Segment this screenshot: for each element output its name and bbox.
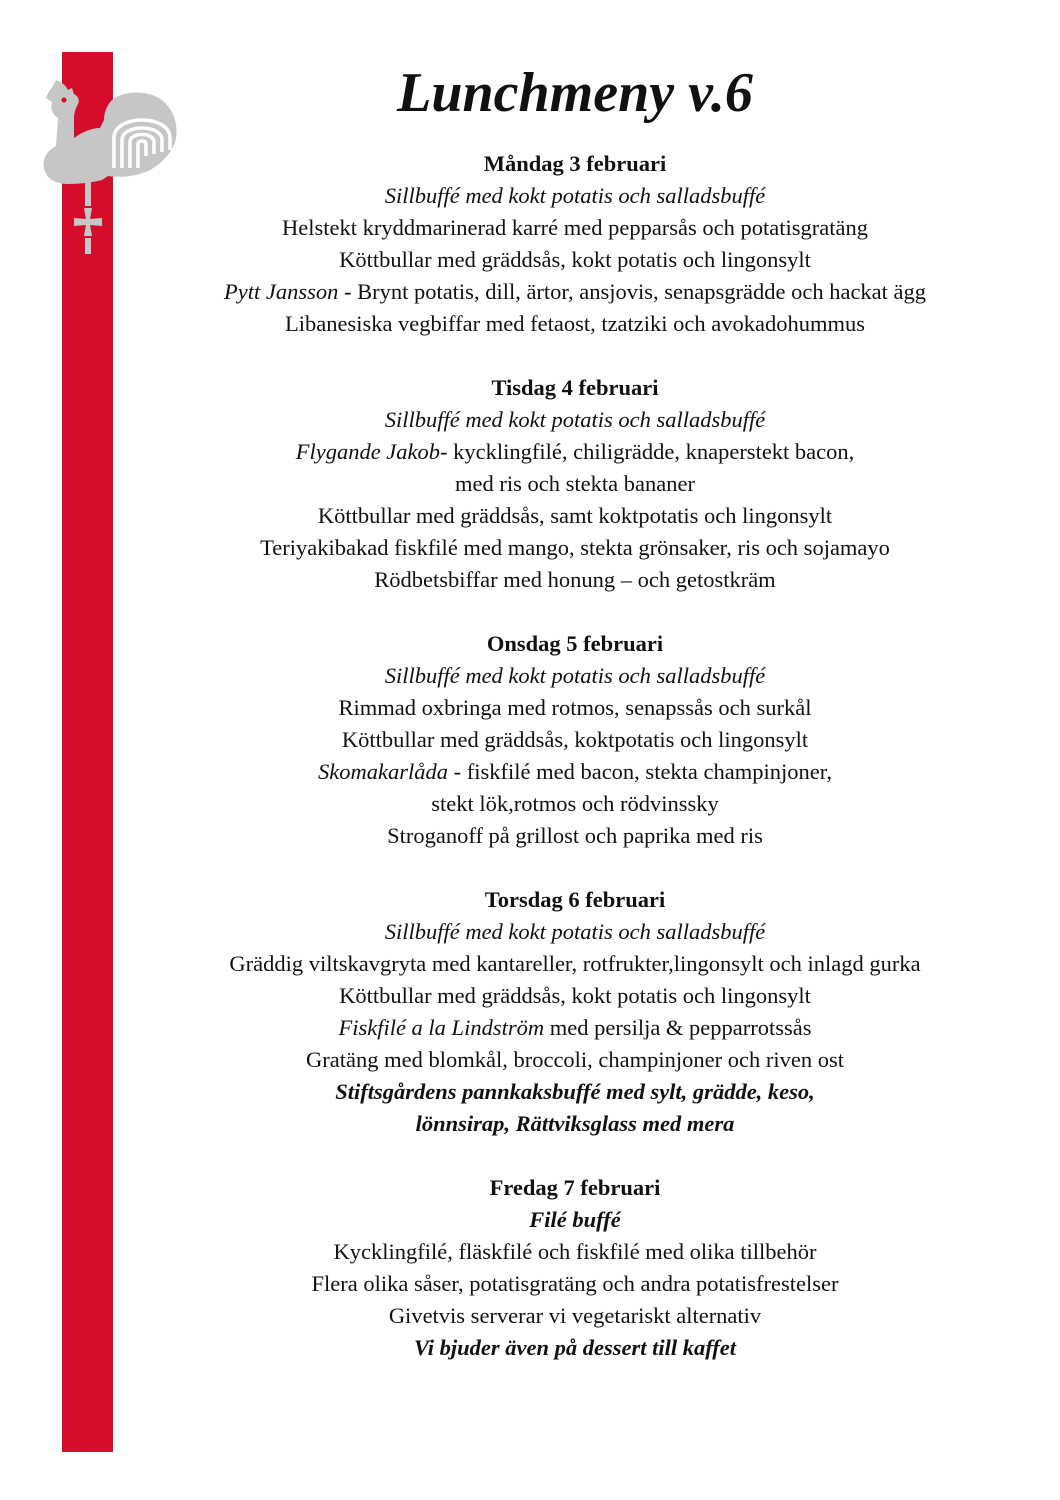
menu-item: Sillbuffé med kokt potatis och salladsbuffé bbox=[384, 183, 766, 208]
day-heading: Torsdag 6 februari bbox=[484, 887, 666, 912]
menu-item-highlight: Filé buffé bbox=[529, 1207, 621, 1232]
rooster-eye-icon bbox=[62, 98, 67, 103]
menu-item: Gräddig viltskavgryta med kantareller, rotfrukter,lingonsylt och inlagd gurka bbox=[229, 951, 921, 976]
menu-item bbox=[150, 436, 1000, 468]
page-title: Lunchmeny v.6 bbox=[397, 62, 753, 124]
menu-item bbox=[150, 1012, 1000, 1044]
menu-item: Köttbullar med gräddsås, kokt potatis och lingonsylt bbox=[339, 247, 811, 272]
menu-item bbox=[150, 756, 1000, 788]
dish-name: Pytt Jansson bbox=[223, 279, 339, 304]
menu-item: Sillbuffé med kokt potatis och salladsbuffé bbox=[384, 919, 766, 944]
dish-description: med persilja & pepparrotssås bbox=[544, 1015, 812, 1040]
day-tuesday bbox=[150, 372, 1000, 596]
menu-item: Sillbuffé med kokt potatis och salladsbuffé bbox=[384, 663, 766, 688]
menu-item: Gratäng med blomkål, broccoli, champinjoner och riven ost bbox=[306, 1047, 844, 1072]
day-thursday bbox=[150, 884, 1000, 1140]
menu-item: Köttbullar med gräddsås, koktpotatis och lingonsylt bbox=[341, 727, 809, 752]
menu-item: Rödbetsbiffar med honung – och getostkräm bbox=[374, 567, 776, 592]
menu-item: Givetvis serverar vi vegetariskt alternativ bbox=[388, 1303, 762, 1328]
dish-description: - Brynt potatis, dill, ärtor, ansjovis, senapsgrädde och hackat ägg bbox=[338, 279, 927, 304]
dish-name: Fiskfilé a la Lindström bbox=[338, 1015, 545, 1040]
menu-item: stekt lök,rotmos och rödvinssky bbox=[431, 791, 719, 816]
dish-description: - kycklingfilé, chiligrädde, knaperstekt bacon, bbox=[440, 439, 855, 464]
day-heading: Onsdag 5 februari bbox=[486, 631, 664, 656]
menu-item-highlight: Stiftsgårdens pannkaksbuffé med sylt, grädde, keso, bbox=[335, 1079, 815, 1104]
day-monday bbox=[150, 148, 1000, 340]
menu-item: Teriyakibakad fiskfilé med mango, stekta grönsaker, ris och sojamayo bbox=[260, 535, 890, 560]
menu-item-highlight: Vi bjuder även på dessert till kaffet bbox=[413, 1335, 737, 1360]
dish-description: - fiskfilé med bacon, stekta champinjoner, bbox=[448, 759, 832, 784]
menu-item bbox=[150, 276, 1000, 308]
day-heading: Fredag 7 februari bbox=[489, 1175, 661, 1200]
menu-item: Stroganoff på grillost och paprika med ris bbox=[387, 823, 763, 848]
dish-name: Flygande Jakob bbox=[295, 439, 441, 464]
menu-item: Sillbuffé med kokt potatis och salladsbuffé bbox=[384, 407, 766, 432]
menu-item: Rimmad oxbringa med rotmos, senapssås och surkål bbox=[338, 695, 812, 720]
menu-item: Helstekt kryddmarinerad karré med pepparsås och potatisgratäng bbox=[281, 215, 869, 240]
menu-item: Flera olika såser, potatisgratäng och andra potatisfrestelser bbox=[311, 1271, 839, 1296]
menu-item: Köttbullar med gräddsås, samt koktpotatis och lingonsylt bbox=[317, 503, 833, 528]
menu-item-highlight: lönnsirap, Rättviksglass med mera bbox=[415, 1111, 735, 1136]
menu-item: Kycklingfilé, fläskfilé och fiskfilé med olika tillbehör bbox=[333, 1239, 817, 1264]
day-wednesday bbox=[150, 628, 1000, 852]
menu-list bbox=[150, 148, 1000, 1396]
dish-name: Skomakarlåda bbox=[318, 759, 448, 784]
menu-item: Köttbullar med gräddsås, kokt potatis och lingonsylt bbox=[339, 983, 811, 1008]
day-heading: Tisdag 4 februari bbox=[491, 375, 659, 400]
menu-item: med ris och stekta bananer bbox=[455, 471, 695, 496]
red-side-band bbox=[62, 52, 113, 1452]
menu-item: Libanesiska vegbiffar med fetaost, tzatziki och avokadohummus bbox=[284, 311, 866, 336]
day-friday bbox=[150, 1172, 1000, 1364]
day-heading: Måndag 3 februari bbox=[483, 151, 667, 176]
